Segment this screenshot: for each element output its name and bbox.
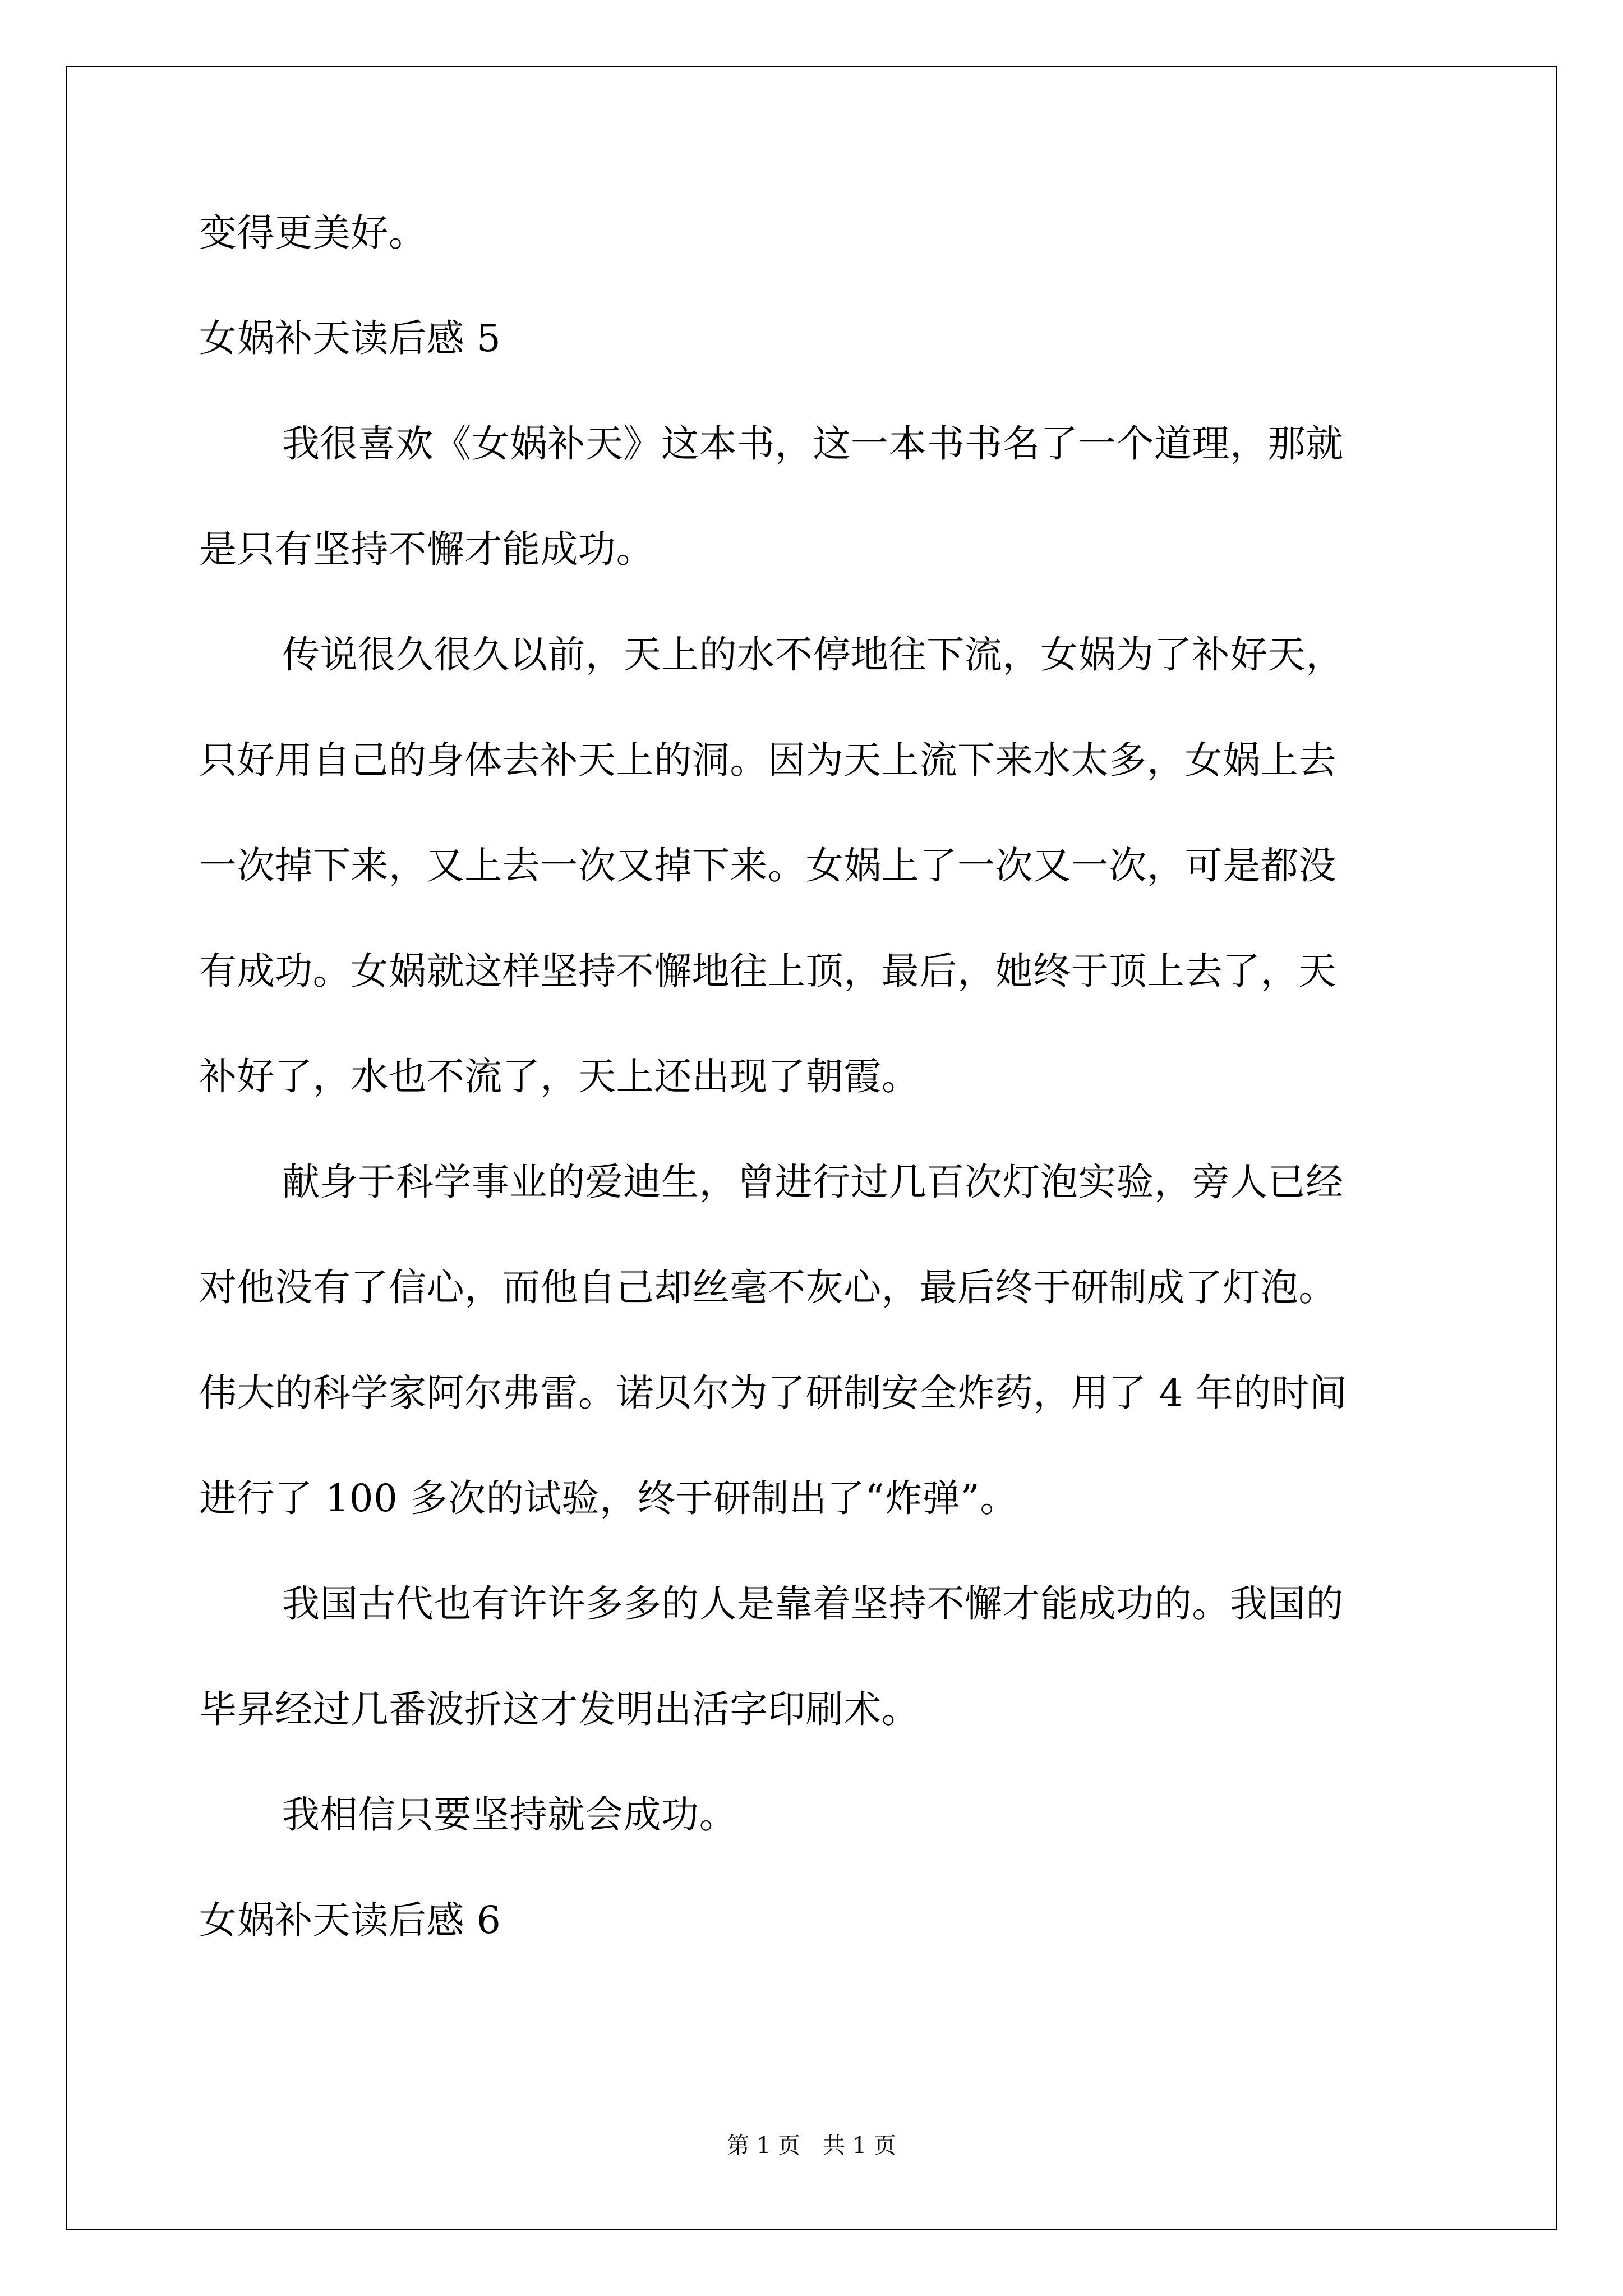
paragraph-line: 只好用自己的身体去补天上的洞。因为天上流下来水太多，女娲上去	[199, 738, 1336, 782]
paragraph-line: 我很喜欢《女娲补天》这本书，这一本书书名了一个道理，那就	[282, 422, 1344, 466]
text-line: 变得更美好。	[199, 211, 427, 255]
section-heading: 女娲补天读后感 5	[199, 316, 501, 360]
paragraph-line: 我国古代也有许许多多的人是靠着坚持不懈才能成功的。我国的	[282, 1582, 1344, 1626]
paragraph-line: 一次掉下来，又上去一次又掉下来。女娲上了一次又一次，可是都没	[199, 844, 1336, 887]
paragraph-line: 传说很久很久以前，天上的水不停地往下流，女娲为了补好天，	[282, 633, 1344, 677]
paragraph-line: 伟大的科学家阿尔弗雷。诺贝尔为了研制安全炸药，用了 4 年的时间	[199, 1371, 1348, 1415]
paragraph-line: 对他没有了信心，而他自己却丝毫不灰心，最后终于研制成了灯泡。	[199, 1266, 1336, 1309]
paragraph-line: 毕昇经过几番波折这才发明出活字印刷术。	[199, 1687, 920, 1731]
paragraph-line: 进行了 100 多次的试验，终于研制出了“炸弹”。	[199, 1476, 1018, 1520]
paragraph-line: 献身于科学事业的爱迪生，曾进行过几百次灯泡实验，旁人已经	[282, 1160, 1344, 1204]
section-heading: 女娲补天读后感 6	[199, 1898, 501, 1942]
paragraph-line: 我相信只要坚持就会成功。	[282, 1793, 737, 1837]
paragraph-line: 有成功。女娲就这样坚持不懈地往上顶，最后，她终于顶上去了，天	[199, 949, 1336, 993]
paragraph-line: 是只有坚持不懈才能成功。	[199, 527, 654, 571]
paragraph-line: 补好了，水也不流了，天上还出现了朝霞。	[199, 1055, 920, 1098]
page-footer: 第 1 页 共 1 页	[727, 2133, 896, 2159]
